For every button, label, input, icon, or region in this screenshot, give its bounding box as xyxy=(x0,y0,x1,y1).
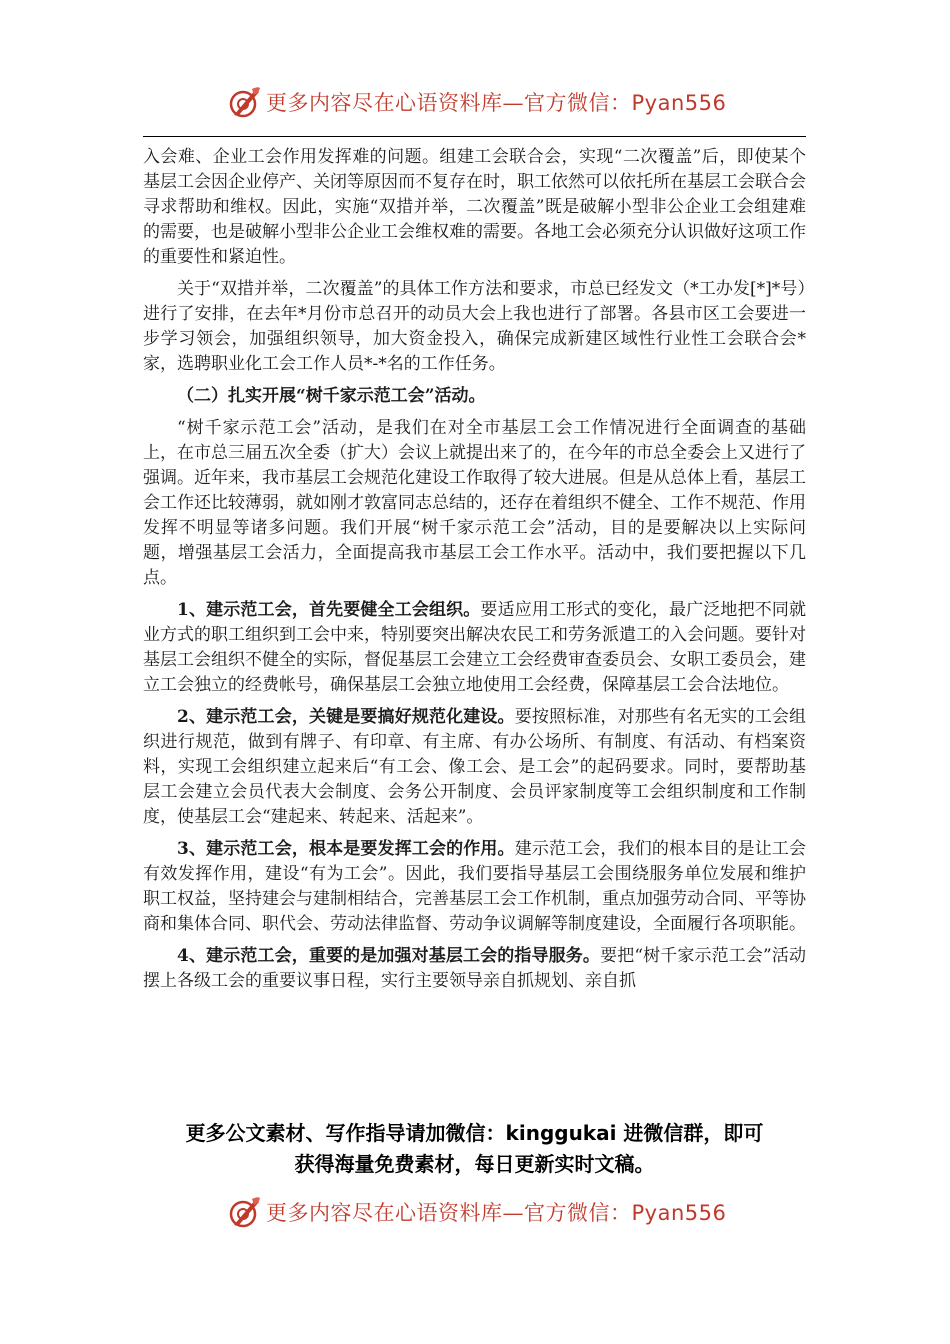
footer-wechat-id: Pyan556 xyxy=(631,1201,727,1225)
promo-line-1: 更多公文素材、写作指导请加微信：kinggukai 进微信群，即可 xyxy=(185,1121,764,1145)
document-body xyxy=(143,145,806,1001)
list-item-3 xyxy=(143,837,806,937)
wechat-id: Pyan556 xyxy=(631,91,727,115)
footer-logo-title: 更多内容尽在心语资料库 xyxy=(266,1201,503,1225)
quill-logo-icon xyxy=(228,85,262,119)
footer-logo xyxy=(228,1194,726,1230)
footer-wechat-label: 官方微信： xyxy=(524,1201,632,1225)
list-item-4-text: 要把“树千家示范工会”活动摆上各级工会的重要议事日程，实行主要领导亲自抓规划、亲自抓 xyxy=(143,946,806,991)
list-item-2-title: 2、建示范工会，关键是要搞好规范化建设。 xyxy=(177,707,515,727)
list-item-1-title: 1、建示范工会，首先要健全工会组织。 xyxy=(177,600,481,620)
list-item-2-text: 要按照标准，对那些有名无实的工会组织进行规范，做到有牌子、有印章、有主席、有办公场所、有制度、有活动、有档案资料，实现工会组织建立起来后“有工会、像工会、是工会”的起码要求。同时，要帮助基层工会建立会员代表大会制度、会务公开制度、会员评家制度等工会组织制度和工作制度，使基层工会“建起来、转起来、活起来”。 xyxy=(143,707,807,827)
footer-logo-text xyxy=(266,1197,726,1227)
list-item-2 xyxy=(143,705,806,830)
footer-logo-separator: — xyxy=(502,1201,524,1225)
logo-title: 更多内容尽在心语资料库 xyxy=(266,91,503,115)
list-item-1 xyxy=(143,598,806,698)
list-item-4-title: 4、建示范工会，重要的是加强对基层工会的指导服务。 xyxy=(177,946,601,966)
section-heading-2: （二）扎实开展“树千家示范工会”活动。 xyxy=(177,386,486,406)
header-logo-text xyxy=(266,87,726,117)
list-item-4 xyxy=(143,944,806,994)
paragraph-3: “树千家示范工会”活动，是我们在对全市基层工会工作情况进行全面调查的基础上，在市总三届五次全委（扩大）会议上就提出来了的，在今年的市总全委会上又进行了强调。近年来，我市基层工会规范化建设工作取得了较大进展。但是从总体上看，基层工会工作还比较薄弱，就如刚才敦富同志总结的，还存在着组织不健全、工作不规范、作用发挥不明显等诸多问题。我们开展“树千家示范工会”活动，目的是要解决以上实际问题，增强基层工会活力，全面提高我市基层工会工作水平。活动中，我们要把握以下几点。 xyxy=(143,418,806,588)
promo-notice xyxy=(143,1118,806,1180)
header-logo xyxy=(228,84,726,120)
list-item-1-text: 要适应用工形式的变化，最广泛地把不同就业方式的职工组织到工会中来，特别要突出解决农民工和劳务派遣工的入会问题。要针对基层工会组织不健全的实际，督促基层工会建立工会经费审查委员会、女职工委员会，建立工会独立的经费帐号，确保基层工会独立地使用工会经费，保障基层工会合法地位。 xyxy=(143,600,807,695)
quill-logo-icon xyxy=(228,1195,262,1229)
promo-line-2: 获得海量免费素材，每日更新实时文稿。 xyxy=(294,1152,655,1176)
wechat-label: 官方微信： xyxy=(524,91,632,115)
list-item-3-title: 3、建示范工会，根本是要发挥工会的作用。 xyxy=(177,839,515,859)
logo-separator: — xyxy=(502,91,524,115)
list-item-3-text: 建示范工会，我们的根本目的是让工会有效发挥作用，建设“有为工会”。因此，我们要指导基层工会围绕服务单位发展和维护职工权益，坚持建会与建制相结合，完善基层工会工作机制，重点加强劳动合同、平等协商和集体合同、职代会、劳动法律监督、劳动争议调解等制度建设，全面履行各项职能。 xyxy=(143,839,807,934)
header-divider xyxy=(143,136,806,137)
paragraph-1: 入会难、企业工会作用发挥难的问题。组建工会联合会，实现“二次覆盖”后，即使某个基层工会因企业停产、关闭等原因而不复存在时，职工依然可以依托所在基层工会联合会寻求帮助和维权。因此，实施“双措并举，二次覆盖”既是破解小型非公企业工会组建难的需要，也是破解小型非公企业工会维权难的需要。各地工会必须充分认识做好这项工作的重要性和紧迫性。 xyxy=(143,147,806,267)
paragraph-2: 关于“双措并举，二次覆盖”的具体工作方法和要求，市总已经发文（*工办发[*]*号）进行了安排，在去年*月份市总召开的动员大会上我也进行了部署。各县市区工会要进一步学习领会，加强组织领导，加大资金投入，确保完成新建区域性行业性工会联合会*家，选聘职业化工会工作人员*-*名的工作任务。 xyxy=(143,279,806,374)
